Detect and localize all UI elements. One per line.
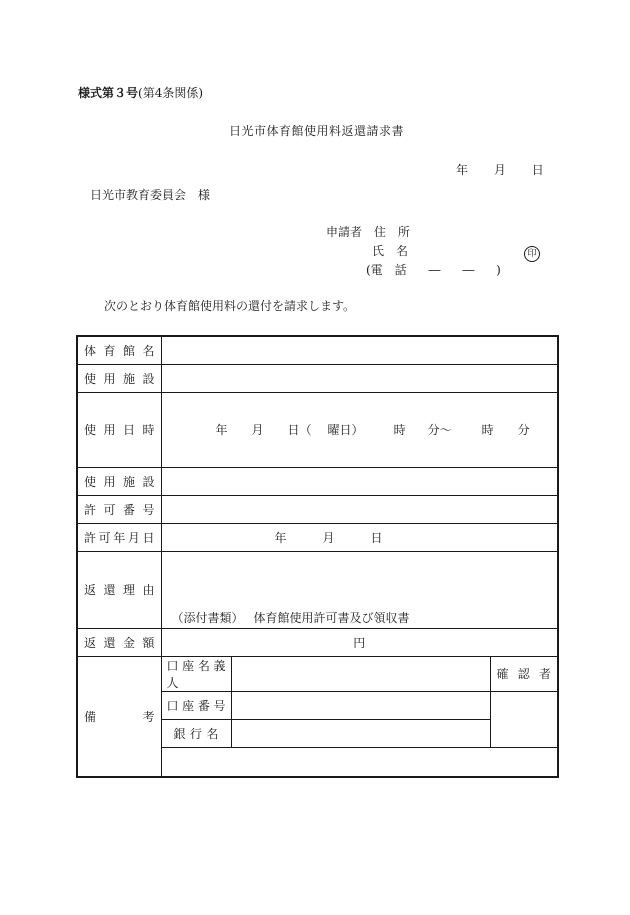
document-title: 日光市体育館使用料返還請求書: [229, 124, 405, 138]
address-label: 住 所: [373, 225, 410, 239]
dt-month: 月: [251, 423, 264, 437]
intro-text: 次のとおり体育館使用料の還付を請求します。: [104, 299, 356, 313]
account-holder-field[interactable]: [231, 656, 490, 691]
row-gym-name: [77, 336, 558, 364]
confirmer-stamp-field[interactable]: [490, 691, 558, 747]
dt-minute-1: 分～: [427, 423, 452, 437]
reason-field[interactable]: [161, 551, 558, 628]
row-facility-2: [77, 467, 558, 495]
row-amount: [77, 628, 558, 656]
facility-label-1: 使用施設: [77, 364, 161, 392]
form-article: (第4条関係): [138, 86, 204, 100]
row-reason: [77, 551, 558, 628]
facility-field-1[interactable]: [161, 364, 558, 392]
form-number: [78, 84, 203, 101]
applicant-name-line: [372, 242, 408, 259]
bank-name-field[interactable]: [231, 719, 490, 747]
dt-weekday: 曜日）: [327, 423, 364, 437]
datetime-label: 使用日時: [77, 392, 161, 467]
permit-date-label: 許可年月日: [77, 523, 161, 551]
amount-field[interactable]: [161, 628, 558, 656]
applicant-address-line: [326, 223, 410, 240]
dt-minute-2: 分: [517, 423, 530, 437]
dt-year: 年: [215, 423, 228, 437]
permit-number-field[interactable]: [161, 495, 558, 523]
amount-unit: 円: [353, 635, 366, 650]
attachment-label: （添付書類）: [171, 610, 244, 625]
date-line: [456, 161, 544, 178]
phone-line: [366, 261, 501, 278]
row-datetime: [77, 392, 558, 467]
phone-dash-2: ―: [462, 263, 475, 277]
applicant-prefix: 申請者: [326, 225, 363, 239]
pd-month: 月: [322, 530, 335, 545]
remarks-label-2: 考: [142, 709, 155, 724]
account-number-label: 口座番号: [161, 691, 231, 719]
pd-day: 日: [370, 530, 383, 545]
form-number-label: 様式第３号: [78, 86, 139, 100]
bank-name-label: 銀行名: [161, 719, 231, 747]
account-number-field[interactable]: [231, 691, 490, 719]
row-permit-number: [77, 495, 558, 523]
facility-field-2[interactable]: [161, 467, 558, 495]
remarks-extra-field[interactable]: [161, 747, 558, 777]
dt-hour-2: 時: [481, 423, 494, 437]
phone-label: (電 話: [366, 263, 407, 277]
permit-date-field[interactable]: [161, 523, 558, 551]
pd-year: 年: [274, 530, 287, 545]
row-permit-date: [77, 523, 558, 551]
seal-mark: [524, 241, 540, 262]
dt-hour-1: 時: [393, 423, 406, 437]
date-year: 年: [456, 163, 469, 177]
attachment-text: 体育館使用許可書及び領収書: [253, 610, 410, 625]
phone-dash-1: ―: [428, 263, 441, 277]
row-account-holder: [77, 656, 558, 691]
remarks-label: [77, 656, 161, 777]
facility-label-2: 使用施設: [77, 467, 161, 495]
date-day: 日: [531, 163, 544, 177]
row-facility-1: [77, 364, 558, 392]
datetime-field[interactable]: [161, 392, 558, 467]
date-month: 月: [493, 163, 506, 177]
confirmer-label: 確認者: [490, 656, 558, 691]
dt-day: 日（: [287, 423, 312, 437]
gym-name-field[interactable]: [161, 336, 558, 364]
reason-label: 返還理由: [77, 551, 161, 628]
phone-close: ): [496, 263, 501, 277]
seal-icon: 印: [524, 246, 540, 262]
remarks-label-1: 備: [84, 709, 99, 724]
amount-label: 返還金額: [77, 628, 161, 656]
gym-name-label: 体育館名: [77, 336, 161, 364]
refund-request-table: [76, 335, 559, 778]
account-holder-label: 口座名義人: [161, 656, 231, 691]
permit-number-label: 許可番号: [77, 495, 161, 523]
addressee: 日光市教育委員会 様: [90, 188, 211, 202]
name-label: 氏 名: [372, 244, 409, 258]
